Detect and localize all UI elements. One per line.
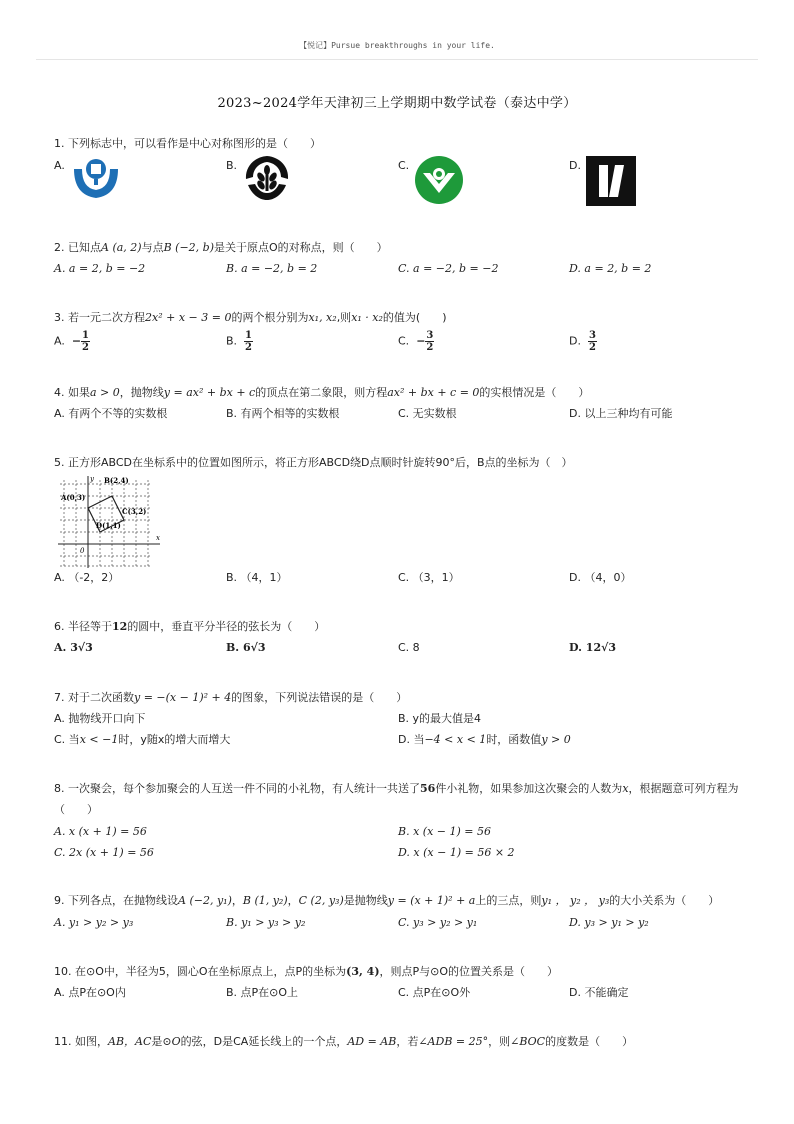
q5-point-a-label: A(0,3) bbox=[61, 493, 86, 502]
q1-logo-b-arc-right bbox=[267, 156, 288, 179]
q5-point-d-label: D(1,1) bbox=[96, 521, 121, 530]
q5-origin-label: 0 bbox=[80, 547, 85, 555]
q1-logo-a-stem bbox=[94, 179, 98, 185]
q3-equation: 2x² + x − 3 = 0 bbox=[145, 311, 232, 324]
q8-stem-line-2: （ ） bbox=[54, 803, 98, 816]
q7-option-c-math: x < −1 bbox=[79, 733, 119, 746]
q1-logo-a-icon bbox=[70, 155, 122, 201]
q8-stem bbox=[54, 781, 754, 797]
q1-logo-c-icon bbox=[414, 155, 464, 205]
q3-stem-part-2: 的两个根分别为 bbox=[231, 311, 309, 324]
q7-function: y = −(x − 1)² + 4 bbox=[134, 691, 232, 704]
q9-stem-part-1: 9. 下列各点，在抛物线设 bbox=[54, 894, 178, 907]
q5-option-a: A. （-2，2） bbox=[54, 571, 120, 584]
q3-roots: x₁, x₂ bbox=[308, 311, 337, 324]
q7-option-d-part-2: 时，函数值 bbox=[486, 733, 542, 746]
q2-option-c: C. a = −2, b = −2 bbox=[398, 262, 499, 275]
q3-option-c bbox=[398, 330, 434, 353]
q8-option-c: C. 2x (x + 1) = 56 bbox=[54, 846, 154, 859]
q8-option-a: A. x (x + 1) = 56 bbox=[54, 825, 147, 838]
q7-option-c bbox=[54, 732, 230, 748]
q4-stem-part-2: ，抛物线 bbox=[119, 386, 164, 399]
q11-stem bbox=[54, 1034, 754, 1050]
q5-stem: 5. 正方形ABCD在坐标系中的位置如图所示，将正方形ABCD绕D点顺时针旋转90°后，B点的坐标为（ ） bbox=[54, 456, 573, 469]
q9-parabola: y = (x + 1)² + a bbox=[387, 894, 476, 907]
q11-angle-boc: ∠BOC bbox=[510, 1035, 546, 1048]
q4-option-c: C. 无实数根 bbox=[398, 407, 457, 420]
q8-option-d: D. x (x − 1) = 56 × 2 bbox=[398, 846, 515, 859]
q11-stem-part-2: 是 bbox=[151, 1035, 163, 1048]
q11-equality: AD = AB bbox=[347, 1035, 397, 1048]
q10-stem-part-2: ，则点P与⊙O的位置关系是（ ） bbox=[379, 965, 559, 978]
q10-option-d: D. 不能确定 bbox=[569, 986, 629, 999]
q11-stem-part-1: 11. 如图， bbox=[54, 1035, 108, 1048]
q4-option-d: D. 以上三种均有可能 bbox=[569, 407, 673, 420]
q4-stem-part-3: 的顶点在第二象限，则方程 bbox=[255, 386, 388, 399]
q9-point-a: A (−2, y₁) bbox=[178, 894, 232, 907]
q7-stem-part-1: 7. 对于二次函数 bbox=[54, 691, 134, 704]
q3-option-d-label: D. bbox=[569, 334, 581, 348]
q2-stem bbox=[54, 240, 754, 256]
q3-stem bbox=[54, 310, 754, 326]
q11-angle-adb: ∠ADB = 25° bbox=[418, 1035, 489, 1048]
q10-option-a: A. 点P在⊙O内 bbox=[54, 986, 126, 999]
q9-option-a: A. y₁ > y₂ > y₃ bbox=[54, 916, 134, 929]
q3-stem-part-3: ,则 bbox=[336, 311, 352, 324]
q2-stem-part-3: 是关于原点O的对称点，则（ ） bbox=[214, 241, 388, 254]
q9-option-d: D. y₃ > y₁ > y₂ bbox=[569, 916, 649, 929]
q3-option-d bbox=[569, 330, 597, 353]
q8-stem-part-2: 件小礼物，如果参加这次聚会的人数为 bbox=[435, 782, 623, 795]
q7-option-b: B. y的最大值是4 bbox=[398, 712, 482, 725]
q9-stem-part-4: 的大小关系为（ ） bbox=[609, 894, 720, 907]
q5-option-b: B. （4，1） bbox=[226, 571, 288, 584]
q8-variable: x bbox=[622, 782, 629, 795]
q2-point-b: B (−2, b) bbox=[163, 241, 214, 254]
q7-option-c-part-2: 时，y随x的增大而增大 bbox=[118, 733, 231, 746]
page-title: 2023~2024学年天津初三上学期期中数学试卷（泰达中学） bbox=[217, 96, 577, 111]
q2-option-a: A. a = 2, b = −2 bbox=[54, 262, 146, 275]
q11-stem-part-3: 的弦，D是CA延长线上的一个点， bbox=[180, 1035, 348, 1048]
q7-stem bbox=[54, 690, 754, 706]
q10-stem-part-1: 10. 在⊙O中，半径为5，圆心O在坐标原点上，点P的坐标为 bbox=[54, 965, 347, 978]
q1-option-a-label: A. bbox=[54, 159, 65, 172]
q1-logo-b-arc-left bbox=[246, 156, 267, 179]
q3-option-c-sign: − bbox=[416, 334, 426, 348]
q8-stem-part-1: 8. 一次聚会，每个参加聚会的人互送一件不同的小礼物，有人统计一共送了 bbox=[54, 782, 420, 795]
q4-condition: a > 0 bbox=[90, 386, 120, 399]
q9-separator-2: ， bbox=[287, 894, 299, 907]
q6-stem-part-2: 的圆中，垂直平分半径的弦长为（ ） bbox=[127, 620, 326, 633]
q3-option-a-denominator: 2 bbox=[82, 342, 90, 353]
q3-option-c-fraction bbox=[425, 330, 434, 353]
q7-stem-part-2: 的图象，下列说法错误的是（ ） bbox=[231, 691, 408, 704]
q11-stem-part-5: ，则 bbox=[488, 1035, 511, 1048]
q4-option-a: A. 有两个不等的实数根 bbox=[54, 407, 168, 420]
q3-option-a-numerator: 1 bbox=[82, 330, 90, 341]
q3-option-d-denominator: 2 bbox=[588, 342, 596, 353]
page-header-watermark: 【悦记】Pursue breakthroughs in your life. bbox=[299, 41, 495, 50]
q3-option-b-denominator: 2 bbox=[245, 342, 253, 353]
q3-stem-part-4: 的值为( ) bbox=[382, 311, 447, 324]
q9-option-c: C. y₃ > y₂ > y₁ bbox=[398, 916, 478, 929]
q7-option-a: A. 抛物线开口向下 bbox=[54, 712, 146, 725]
q8-option-b: B. x (x − 1) = 56 bbox=[398, 825, 491, 838]
q6-option-a: A. 3√3 bbox=[54, 641, 93, 654]
q5-y-label: y bbox=[90, 475, 94, 483]
q3-option-c-numerator: 3 bbox=[426, 330, 434, 341]
q3-option-b-fraction bbox=[244, 330, 253, 353]
q1-option-d-label: D. bbox=[569, 159, 581, 172]
q1-logo-b-stalk bbox=[266, 173, 269, 191]
q3-option-d-fraction bbox=[588, 330, 597, 353]
q2-stem-part-2: 与点 bbox=[141, 241, 164, 254]
header-divider bbox=[36, 59, 758, 60]
q9-stem bbox=[54, 893, 754, 909]
q3-option-c-label: C. bbox=[398, 334, 410, 348]
q2-option-d: D. a = 2, b = 2 bbox=[569, 262, 652, 275]
q3-option-a-fraction bbox=[81, 330, 90, 353]
q7-option-d-math: −4 < x < 1 bbox=[424, 733, 487, 746]
q8-count: 56 bbox=[420, 782, 436, 795]
q2-stem-part-1: 2. 已知点 bbox=[54, 241, 101, 254]
q4-equation: ax² + bx + c = 0 bbox=[387, 386, 480, 399]
q2-point-a: A (a, 2) bbox=[101, 241, 142, 254]
q2-option-b: B. a = −2, b = 2 bbox=[226, 262, 318, 275]
q1-logo-d-square bbox=[586, 156, 636, 206]
q6-option-b: B. 6√3 bbox=[226, 641, 266, 654]
q11-stem-part-6: 的度数是（ ） bbox=[545, 1035, 634, 1048]
q11-stem-part-4: ，若 bbox=[396, 1035, 419, 1048]
q1-logo-c-dot bbox=[436, 171, 442, 177]
q1-logo-d-icon bbox=[585, 155, 637, 207]
q3-stem-part-1: 3. 若一元二次方程 bbox=[54, 311, 145, 324]
q3-product: x₁ · x₂ bbox=[351, 311, 383, 324]
q11-circle: ⊙O bbox=[162, 1035, 181, 1048]
q8-stem-part-3: ，根据题意可列方程为 bbox=[628, 782, 739, 795]
q3-option-b-label: B. bbox=[226, 334, 238, 348]
q4-parabola: y = ax² + bx + c bbox=[163, 386, 256, 399]
q1-logo-a-square bbox=[91, 164, 101, 174]
q7-option-d bbox=[398, 732, 571, 748]
q6-stem bbox=[54, 619, 754, 635]
q3-option-b bbox=[226, 330, 253, 353]
q3-option-d-numerator: 3 bbox=[588, 330, 596, 341]
q4-option-b: B. 有两个相等的实数根 bbox=[226, 407, 340, 420]
q9-stem-part-3: 上的三点，则 bbox=[475, 894, 542, 907]
q10-option-c: C. 点P在⊙O外 bbox=[398, 986, 471, 999]
q3-option-a-label: A. bbox=[54, 334, 65, 348]
q9-variables: y₁ ， y₂ ， y₃ bbox=[541, 894, 610, 907]
q9-separator-1: ， bbox=[231, 894, 243, 907]
q4-stem bbox=[54, 385, 754, 401]
q11-chords: AB，AC bbox=[108, 1035, 152, 1048]
q10-stem bbox=[54, 964, 754, 980]
q3-option-c-denominator: 2 bbox=[426, 342, 434, 353]
q1-option-c-label: C. bbox=[398, 159, 410, 172]
q6-stem-part-1: 6. 半径等于 bbox=[54, 620, 112, 633]
q5-option-d: D. （4，0） bbox=[569, 571, 632, 584]
q1-option-b-label: B. bbox=[226, 159, 238, 172]
q9-point-c: C (2, y₃) bbox=[298, 894, 344, 907]
q4-stem-part-4: 的实根情况是（ ） bbox=[479, 386, 590, 399]
q5-point-c-label: C(3,2) bbox=[122, 507, 147, 516]
q7-option-d-math-2: y > 0 bbox=[541, 733, 571, 746]
q1-logo-d-bar-left bbox=[599, 165, 608, 197]
q1-stem: 1. 下列标志中，可以看作是中心对称图形的是（ ） bbox=[54, 137, 321, 150]
q3-option-a bbox=[54, 330, 90, 353]
q3-option-a-sign: − bbox=[71, 334, 82, 348]
q4-stem-part-1: 4. 如果 bbox=[54, 386, 90, 399]
q6-option-d: D. 12√3 bbox=[569, 641, 616, 654]
q9-option-b: B. y₁ > y₃ > y₂ bbox=[226, 916, 306, 929]
q3-option-b-numerator: 1 bbox=[245, 330, 253, 341]
q5-x-label: x bbox=[156, 534, 160, 542]
q9-stem-part-2: 是抛物线 bbox=[343, 894, 388, 907]
q7-option-c-part-1: C. 当 bbox=[54, 733, 80, 746]
q6-radius: 12 bbox=[112, 620, 128, 633]
q1-logo-b-icon bbox=[240, 153, 294, 203]
q10-point-p: (3, 4) bbox=[346, 965, 380, 978]
q5-point-b-label: B(2,4) bbox=[104, 476, 129, 485]
q7-option-d-part-1: D. 当 bbox=[398, 733, 425, 746]
q9-point-b: B (1, y₂) bbox=[242, 894, 288, 907]
q6-option-c: C. 8 bbox=[398, 641, 420, 654]
q10-option-b: B. 点P在⊙O上 bbox=[226, 986, 299, 999]
q5-coordinate-figure bbox=[56, 474, 166, 569]
q5-option-c: C. （3，1） bbox=[398, 571, 460, 584]
